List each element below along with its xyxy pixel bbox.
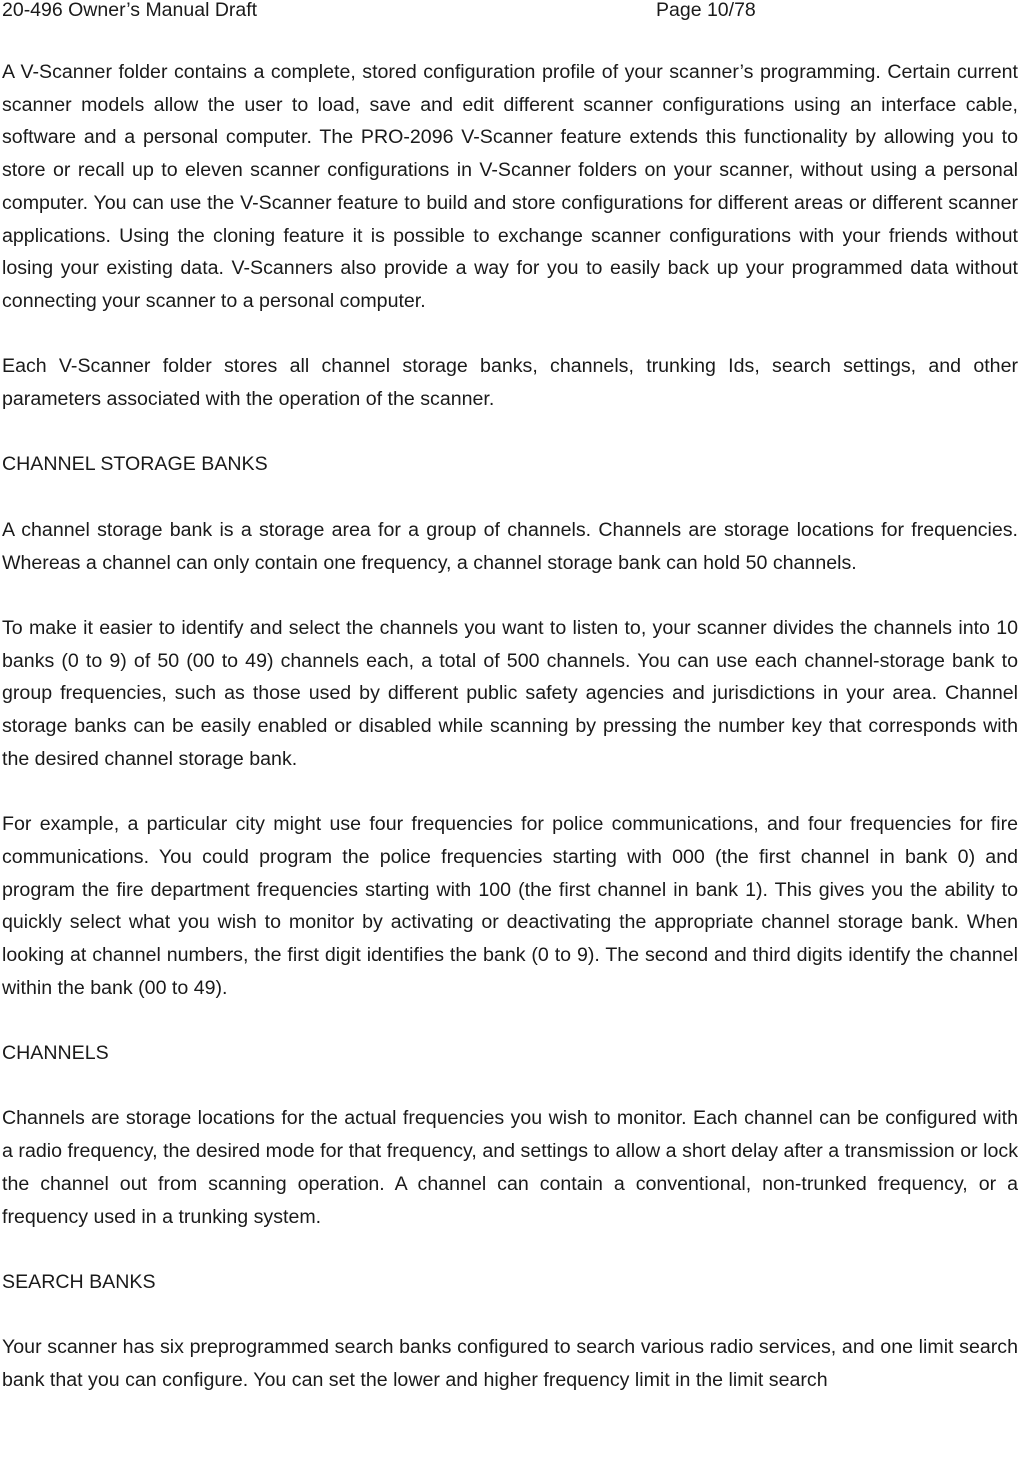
manual-page: [2, 0, 1018, 1391]
document-title: 20-496 Owner’s Manual Draft: [2, 0, 258, 21]
paragraph-vscanner-intro: A V-Scanner folder contains a complete, stored configuration profile of your scanner’s programming. Certain current scanner models allow the user to load, save and edit different scanner configurations using an interface cable, software and a personal computer. The PRO-2096 V-Scanner feature extends this functionality by allowing you to store or recall up to eleven scanner configurations in V-Scanner folders on your scanner, without using a personal computer. You can use the V-Scanner feature to build and store configurations for different areas or different scanner applications. Using the cloning feature it is possible to exchange scanner configurations with your friends without losing your existing data. V-Scanners also provide a way for you to easily back up your programmed data without connecting your scanner to a personal computer.: [2, 61, 1018, 312]
page-body: [2, 56, 1018, 1429]
paragraph-bank-organization: To make it easier to identify and select the channels you want to listen to, your scanner divides the channels into 10 banks (0 to 9) of 50 (00 to 49) channels each, a total of 500 channels. You can use each channel-storage bank to group frequencies, such as those used by different public safety agencies and jurisdictions in your area. Channel storage banks can be easily enabled or disabled while scanning by pressing the number key that corresponds with the desired channel storage bank.: [2, 616, 1018, 770]
page-header: [2, 0, 1018, 26]
paragraph-vscanner-contents: Each V-Scanner folder stores all channel storage banks, channels, trunking Ids, search settings, and other parameters associated with the operation of the scanner.: [2, 355, 1018, 411]
page-number: Page 10/78: [656, 0, 756, 21]
paragraph-bank-definition: A channel storage bank is a storage area for a group of channels. Channels are storage locations for frequencies. Whereas a channel can only contain one frequency, a channel storage bank can hold 50 channels.: [2, 518, 1018, 574]
section-heading-channels: CHANNELS: [2, 1042, 109, 1064]
paragraph-channels: Channels are storage locations for the actual frequencies you wish to monitor. Each channel can be configured with a radio frequency, the desired mode for that frequency, and settings to allow a short delay after a transmission or lock the channel out from scanning operation. A channel can contain a conventional, non-trunked frequency, or a frequency used in a trunking system.: [2, 1107, 1018, 1228]
paragraph-search-banks: Your scanner has six preprogrammed search banks configured to search various radio services, and one limit search bank that you can configure. You can set the lower and higher frequency limit in the limit search: [2, 1336, 1018, 1391]
paragraph-bank-example: For example, a particular city might use four frequencies for police communications, and four frequencies for fire communications. You could program the police frequencies starting with 000 (the first channel in bank 0) and program the fire department frequencies starting with 100 (the first channel in bank 1). This gives you the ability to quickly select what you wish to monitor by activating or deactivating the appropriate channel storage bank. When looking at channel numbers, the first digit identifies the bank (0 to 9). The second and third digits identify the channel within the bank (00 to 49).: [2, 813, 1018, 999]
section-heading-search-banks: SEARCH BANKS: [2, 1270, 156, 1293]
section-heading-channel-storage-banks: CHANNEL STORAGE BANKS: [2, 453, 268, 476]
